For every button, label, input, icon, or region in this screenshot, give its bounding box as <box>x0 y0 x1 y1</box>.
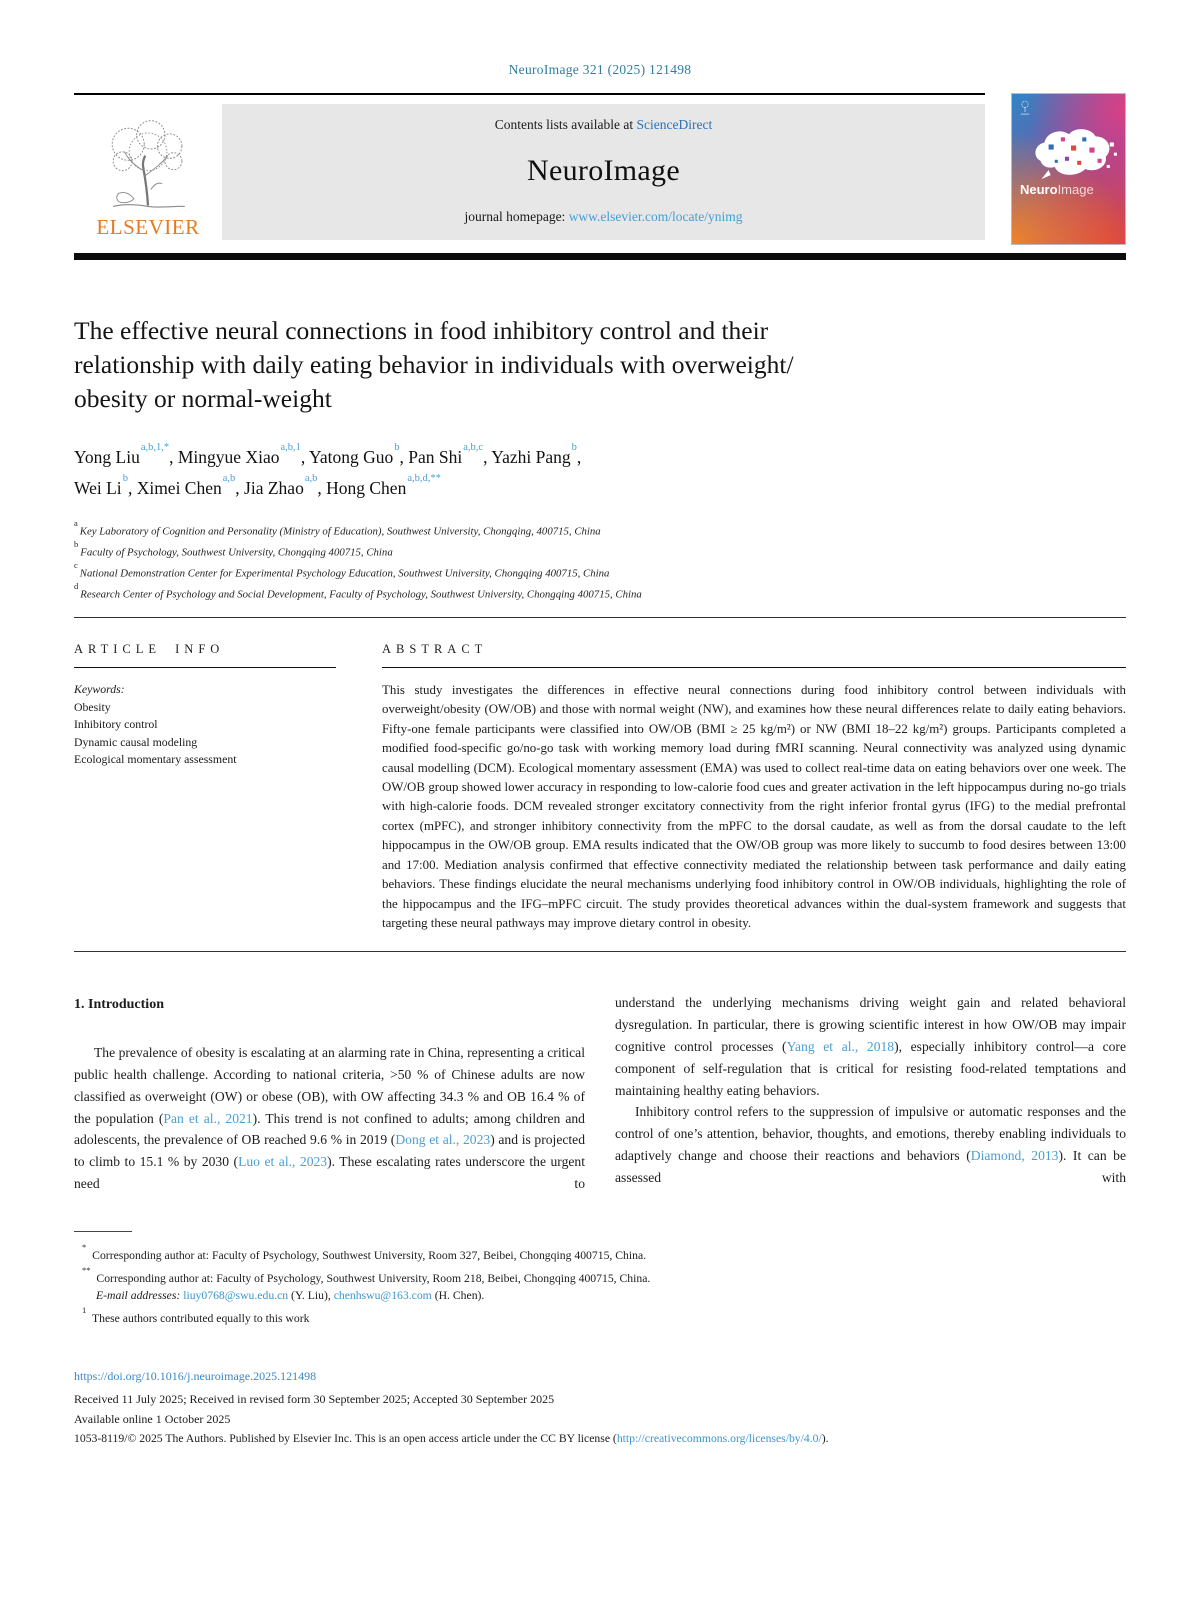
abstract-column <box>382 642 1126 933</box>
authors-line-1: Yong Liu$^{a,b,1,*}$, Mingyue Xiao$^{a,b,1}$, Yatong Guo$^b$, Pan Shi$^{a,b,c}$, Yazhi Pang$^b$, <box>74 442 582 467</box>
introduction-heading: 1. Introduction <box>74 997 164 1013</box>
author-superscript: b <box>394 442 400 453</box>
author-name: Yong Liu <box>74 446 140 467</box>
author-superscript: b <box>122 472 128 484</box>
available-line: Available online 1 October 2025 <box>74 1412 231 1427</box>
intro-paragraph <box>74 1042 585 1195</box>
abstract-rule <box>382 667 1126 668</box>
author-superscript: b <box>571 442 577 453</box>
journal-reference: NeuroImage 321 (2025) 121498 <box>508 62 692 77</box>
keyword-item: Dynamic causal modeling <box>74 734 198 749</box>
intro-text-segment: ). It can be assessed with <box>615 1147 1126 1185</box>
intro-paragraph <box>615 992 1126 1101</box>
author-superscript: a,b,1,* <box>140 442 170 453</box>
intro-text-segment: ) and is projected to climb to 15.1 % by 2030 ( <box>74 1132 586 1170</box>
received-line: Received 11 July 2025; Received in revised form 30 September 2025; Accepted 30 September 2025 <box>74 1392 555 1407</box>
elsevier-tree-icon <box>96 116 200 214</box>
email-link-chen[interactable]: chenhswu@163.com <box>333 1289 432 1303</box>
doi-link[interactable]: https://doi.org/10.1016/j.neuroimage.2025.121498 <box>74 1369 317 1384</box>
info-abstract-section <box>74 618 1126 933</box>
homepage-line <box>230 209 977 225</box>
footnote-equal-contribution: $^1$ These authors contributed equally to this work <box>82 1305 310 1326</box>
license-link[interactable]: http://creativecommons.org/licenses/by/4.0/ <box>616 1432 822 1446</box>
doi-line <box>74 1366 1126 1386</box>
keyword-item: Ecological momentary assessment <box>74 752 237 767</box>
article-info-heading: ARTICLE INFO <box>74 642 225 657</box>
sciencedirect-link[interactable]: ScienceDirect <box>636 117 713 132</box>
journal-cover[interactable] <box>1011 93 1126 245</box>
citation-link[interactable]: Pan et al., 2021 <box>163 1110 253 1126</box>
affiliation: $^a$Key Laboratory of Cognition and Personality (Ministry of Education), Southwest University, Chongqing, 400715, China <box>74 517 601 538</box>
authors-line-2: Wei Li$^b$, Ximei Chen$^{a,b}$, Jia Zhao$^{a,b}$, Hong Chen$^{a,b,d,**}$ <box>74 472 441 498</box>
abstract-heading: ABSTRACT <box>382 642 488 657</box>
author-superscript: a,b <box>304 472 318 484</box>
intro-left-column <box>74 992 585 1194</box>
affiliation-list <box>74 519 1126 603</box>
article-title: The effective neural connections in food inhibitory control and their relationship with daily eating behavior in individuals with overweight/ obesity or normal-weight <box>74 316 794 413</box>
affiliation: $^c$National Demonstration Center for Experimental Psychology Education, Southwest University, Chongqing 400715, China <box>74 559 610 580</box>
intro-text-segment: Inhibitory control refers to the suppression of impulsive or automatic responses and the control of one’s attention, behavior, thoughts, and emotions, thereby enabling individuals to adaptively change and choose their reactions and behaviors ( <box>615 1104 1126 1163</box>
cover-title: NeuroImage <box>1020 182 1094 197</box>
intro-text-segment: understand the underlying mechanisms driving weight gain and related behavioral dysregulation. In particular, there is growing scientific interest in how OW/OB may impair cognitive control processes ( <box>615 995 1126 1054</box>
footnote-corresponding-2: ** Corresponding author at: Faculty of Psychology, Southwest University, Room 218, Beibei, Chongqing 400715, China. <box>82 1264 651 1285</box>
author-superscript: a,b,d,** <box>407 472 441 484</box>
contents-prefix: Contents lists available at <box>494 117 637 132</box>
author-superscript: a,b,c <box>463 442 484 453</box>
author-superscript: a,b <box>222 472 236 484</box>
citation-link[interactable]: Luo et al., 2023 <box>238 1154 328 1170</box>
footnote-rule <box>74 1231 132 1232</box>
citation-link[interactable]: Dong et al., 2023 <box>395 1132 491 1148</box>
email-link-liu[interactable]: liuy0768@swu.edu.cn <box>183 1289 289 1303</box>
article-info-rule <box>74 667 336 668</box>
author-name: Jia Zhao <box>244 477 304 498</box>
copyright-line: 1053-8119/© 2025 The Authors. Published by Elsevier Inc. This is an open access article under the CC BY license (http://creativecommons.org/licenses/by/4.0/). <box>74 1432 829 1446</box>
email-label: E-mail addresses: <box>96 1289 181 1303</box>
elsevier-wordmark: ELSEVIER <box>96 215 200 239</box>
citation-link[interactable]: Diamond, 2013 <box>970 1147 1059 1163</box>
keyword-item: Inhibitory control <box>74 717 158 732</box>
intro-paragraph <box>615 1101 1126 1188</box>
elsevier-logo <box>74 104 222 240</box>
citation-link[interactable]: Yang et al., 2018 <box>786 1038 895 1054</box>
intro-text-segment: ). This trend is not confined to adults; among children and adolescents, the prevalence of OB reached 9.6 % in 2019 ( <box>74 1110 585 1148</box>
homepage-prefix: journal homepage: <box>464 209 569 224</box>
journal-banner-box <box>222 104 985 240</box>
abstract-text: This study investigates the differences in effective neural connections during food inhibitory control between individuals with overweight/obesity (OW/OB) and those with normal weight (NW), and examines how these neural differences relate to daily eating behaviors. Fifty-one female participants were classified into OW/OB (BMI ≥ 25 kg/m²) or NW (BMI 18–22 kg/m²) groups. Participants completed a modified food-specific go/no-go task with working memory load during fMRI scanning. Neural connectivity was analyzed using dynamic causal modelling (DCM). Ecological momentary assessment (EMA) was used to collect real-time data on eating behaviors over one week. The OW/OB group showed lower accuracy in responding to low-calorie food cues and greater activation in the left hippocampus during no-go trials with high-calorie foods. DCM revealed stronger excitatory connectivity from the right inferior frontal gyrus (IFG) to the medial prefrontal cortex (mPFC), and stronger inhibitory connectivity from the mPFC to the dorsal caudate, as well as from the dorsal caudate to the left hippocampus in the OW/OB group. EMA results indicated that the OW/OB group was more likely to succumb to food desires between 13:00 and 17:00. Mediation analysis confirmed that effective connectivity mediated the relationship between task performance and daily eating behaviors. These findings elucidate the neural mechanisms underlying food inhibitory control in OW/OB individuals, highlighting the role of the hippocampus and the IFG–mPFC circuit. The study provides theoretical advances within the dual-system framework and suggests that targeting these neural pathways may improve dietary control in obesity. <box>382 683 1126 930</box>
footnote-block <box>74 1231 1126 1329</box>
journal-homepage-link[interactable]: www.elsevier.com/locate/ynimg <box>568 209 743 224</box>
email-addresses-line: E-mail addresses: liuy0768@swu.edu.cn (Y. Liu), chenhswu@163.com (H. Chen). <box>96 1289 485 1303</box>
author-name: Yazhi Pang <box>491 446 571 467</box>
journal-banner <box>74 93 985 240</box>
article-meta-block <box>74 1366 1126 1449</box>
intro-text-segment: The prevalence of obesity is escalating at an alarming rate in China, representing a critical public health challenge. According to national criteria, >50 % of Chinese adults are now classified as overweight (OW) or obese (OB), with OW affecting 34.3 % and OB 16.4 % of the population ( <box>74 1045 585 1126</box>
author-name: Mingyue Xiao <box>177 446 280 467</box>
contents-line <box>230 117 977 133</box>
article-info-column <box>74 642 382 933</box>
author-superscript: a,b,1 <box>280 442 301 453</box>
introduction-section <box>74 992 1126 1194</box>
keywords-label: Keywords: <box>74 682 125 697</box>
author-name: Ximei Chen <box>136 477 222 498</box>
section-divider <box>74 951 1126 952</box>
author-name: Wei Li <box>74 477 122 498</box>
author-name: Hong Chen <box>326 477 407 498</box>
author-list <box>74 440 1126 502</box>
keyword-item: Obesity <box>74 699 111 714</box>
affiliation: $^d$Research Center of Psychology and Social Development, Faculty of Psychology, Southwest University, Chongqing 400715, China <box>74 580 642 601</box>
intro-text-segment: ), especially inhibitory control—a core component of self-regulation that is critical for resisting food-related temptations and maintaining healthy eating behaviors. <box>615 1038 1126 1098</box>
affiliation: $^b$Faculty of Psychology, Southwest University, Chongqing 400715, China <box>74 538 393 559</box>
intro-text-segment: ). These escalating rates underscore the urgent need to <box>74 1154 585 1191</box>
journal-name: NeuroImage <box>527 154 680 187</box>
journal-header <box>74 93 1126 245</box>
header-divider-bar <box>74 253 1126 260</box>
author-name: Yatong Guo <box>309 446 394 467</box>
author-name: Pan Shi <box>408 446 463 467</box>
intro-right-column <box>615 992 1126 1194</box>
footnote-corresponding-1: * Corresponding author at: Faculty of Psychology, Southwest University, Room 327, Beibei, Chongqing 400715, China. <box>82 1241 647 1262</box>
